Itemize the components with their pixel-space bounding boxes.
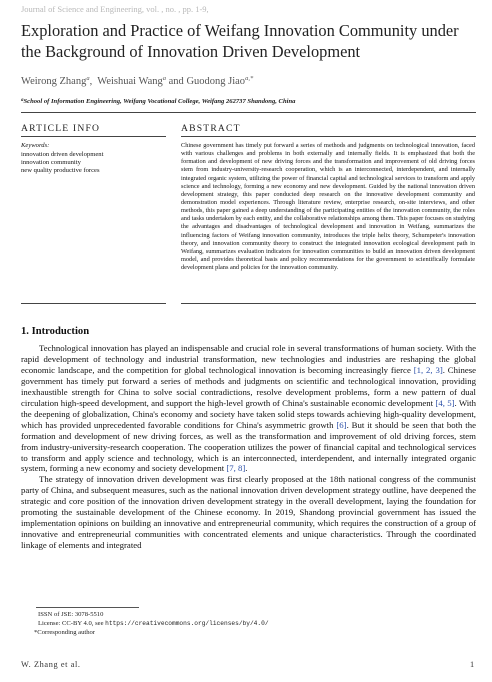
- abstract-bottom-divider: [181, 303, 476, 304]
- introduction-body: [21, 343, 476, 551]
- author-name: Guodong Jiao: [186, 76, 246, 87]
- footnote-license: [38, 620, 269, 627]
- journal-header: Journal of Science and Engineering, vol. , no. , pp. 1-9,: [21, 4, 209, 14]
- paragraph-text: . But it should be seen that both the formation and development of new driving forces, as well as the transformation and improvement of old driving forces, stem from industry-university-research cooperation. The cooperation utilizes the power of financial capital and technological services to transform and apply science and technology, which is an interconnected, interdependent, and internally integrated organic system, forming a new economy and society development: [21, 419, 476, 474]
- page-number: 1: [470, 660, 475, 669]
- corresponding-mark: *: [34, 629, 38, 636]
- keyword: innovation driven development: [21, 151, 104, 158]
- abstract-divider: [181, 136, 476, 137]
- footer-authors: W. Zhang et al.: [21, 660, 81, 669]
- section-heading-introduction: 1. Introduction: [21, 326, 90, 337]
- paragraph: [21, 343, 476, 474]
- paragraph-text: Technological innovation has played an indispensable and crucial role in several transformations of human society. With the rapid development of technology and industrial transformation, new technologies and industries are reshaping the global economic landscape, and the competition for global technological innovation is becoming increasingly fierce: [21, 343, 476, 375]
- keywords-list: [21, 151, 103, 176]
- paragraph: The strategy of innovation driven development was first clearly proposed at the 18th national congress of the communist party of China, and subsequent measures, such as the national innovation driven development strategy outline, have deepened the strategic and core position of the innovation driven development strategy in the overall development, laying the foundation for promoting the sustainable development of the Chinese economy. In 2019, Shandong provincial government has issued the implementation opinions on building an innovative and entrepreneurial community, which requires the construction of a group of innovative and entrepreneurial communities with concentrated elements and unique characteristics. Through the coordinated linkage of elements and integrated: [21, 474, 476, 551]
- paper-title: Exploration and Practice of Weifang Innovation Community under the Background of Innovation Driven Development: [21, 21, 459, 61]
- paragraph-text: . Chinese government has timely put forward a series of methods and judgments on scientific and technological innovation, providing inexhaustible strength for China to solve social contradictions, resolve development problems, form a new pattern of dual circulation high-speed development, and support the high-level growth of China's sustainable economic development: [21, 364, 476, 408]
- author-list: [21, 75, 253, 87]
- footnote-divider: [36, 607, 139, 608]
- article-info-divider: [21, 136, 166, 137]
- abstract-text: Chinese government has timely put forward a series of methods and judgments on technological innovation, faced with various challenges and problems in both externally and internally fields. It is emphasized that both the formation and development of new driving forces and the transformation and improvement of old driving forces stem from industry-university-research cooperation, which is an interconnected, interdependent, and internally integrated organic system, utilizing the power of financial capital and technological services to transform and apply science and technology, forming a new economy and new development. Guided by the national innovation driven development strategy, this paper conducted deep research on the innovative development community and demonstration model experiences. Through literature review, enterprise research, on-site interviews, and other methods, this paper gained a deep understanding of the participating entities of the innovation community, the roles and tasks undertaken by each entity, and the collaborative relationships among them. This paper focuses on studying the advantages and disadvantages of technological development and innovation in Weifang, summarizes the influencing factors of Weifang innovation community, introduces the triple helix theory, Schumpeter's innovation theory, and innovation community theory to construct the integrated innovation ecological development path in Weifang, summarizes evaluation indicators for innovation communities to build an innovation driven development model, and provides theoretical basis and policy recommendations for the government to scientifically formulate development plans and policies for the innovation community.: [181, 142, 475, 272]
- affiliation: [21, 98, 295, 105]
- header-divider: [21, 112, 476, 113]
- license-text: License: CC-BY 4.0, see: [38, 620, 106, 627]
- keywords-heading: Keywords:: [21, 142, 50, 149]
- affiliation-text: School of Information Engineering, Weifang Vocational College, Weifang 262737 Shandong, China: [23, 98, 296, 105]
- keyword: new quality productive forces: [21, 167, 100, 175]
- keyword: innovation community: [21, 159, 81, 167]
- author-affil-mark: a: [162, 75, 167, 82]
- article-info-heading: ARTICLE INFO: [21, 123, 101, 134]
- citation-link[interactable]: [4, 5]: [435, 397, 455, 408]
- footnote-corresponding: [34, 629, 95, 636]
- footnote-issn: ISSN of JSE: 3078-5510: [38, 611, 104, 618]
- affiliation-mark: a: [21, 98, 24, 103]
- citation-link[interactable]: [6]: [336, 419, 347, 430]
- author-separator: and: [168, 76, 184, 87]
- citation-link[interactable]: [1, 2, 3]: [413, 364, 443, 375]
- abstract-heading: ABSTRACT: [181, 123, 241, 134]
- author-name: Weirong Zhang: [21, 76, 87, 87]
- corresponding-text: Corresponding author: [37, 629, 95, 636]
- author-name: Weishuai Wang: [97, 76, 163, 87]
- author-affil-mark: a: [86, 75, 90, 82]
- citation-link[interactable]: [7, 8]: [226, 463, 246, 474]
- paragraph-text: .: [245, 463, 248, 474]
- article-info-bottom-divider: [21, 303, 166, 304]
- license-link[interactable]: https://creativecommons.org/licenses/by/4.0/: [105, 620, 269, 627]
- author-affil-mark: a,*: [245, 75, 254, 82]
- author-separator: ,: [89, 76, 93, 87]
- paragraph-text: . With the deepening of globalization, China's economy and society have taken solid steps towards achieving high-quality development, which has provided unprecedented favorable conditions for China's asymmetric growth: [21, 397, 476, 430]
